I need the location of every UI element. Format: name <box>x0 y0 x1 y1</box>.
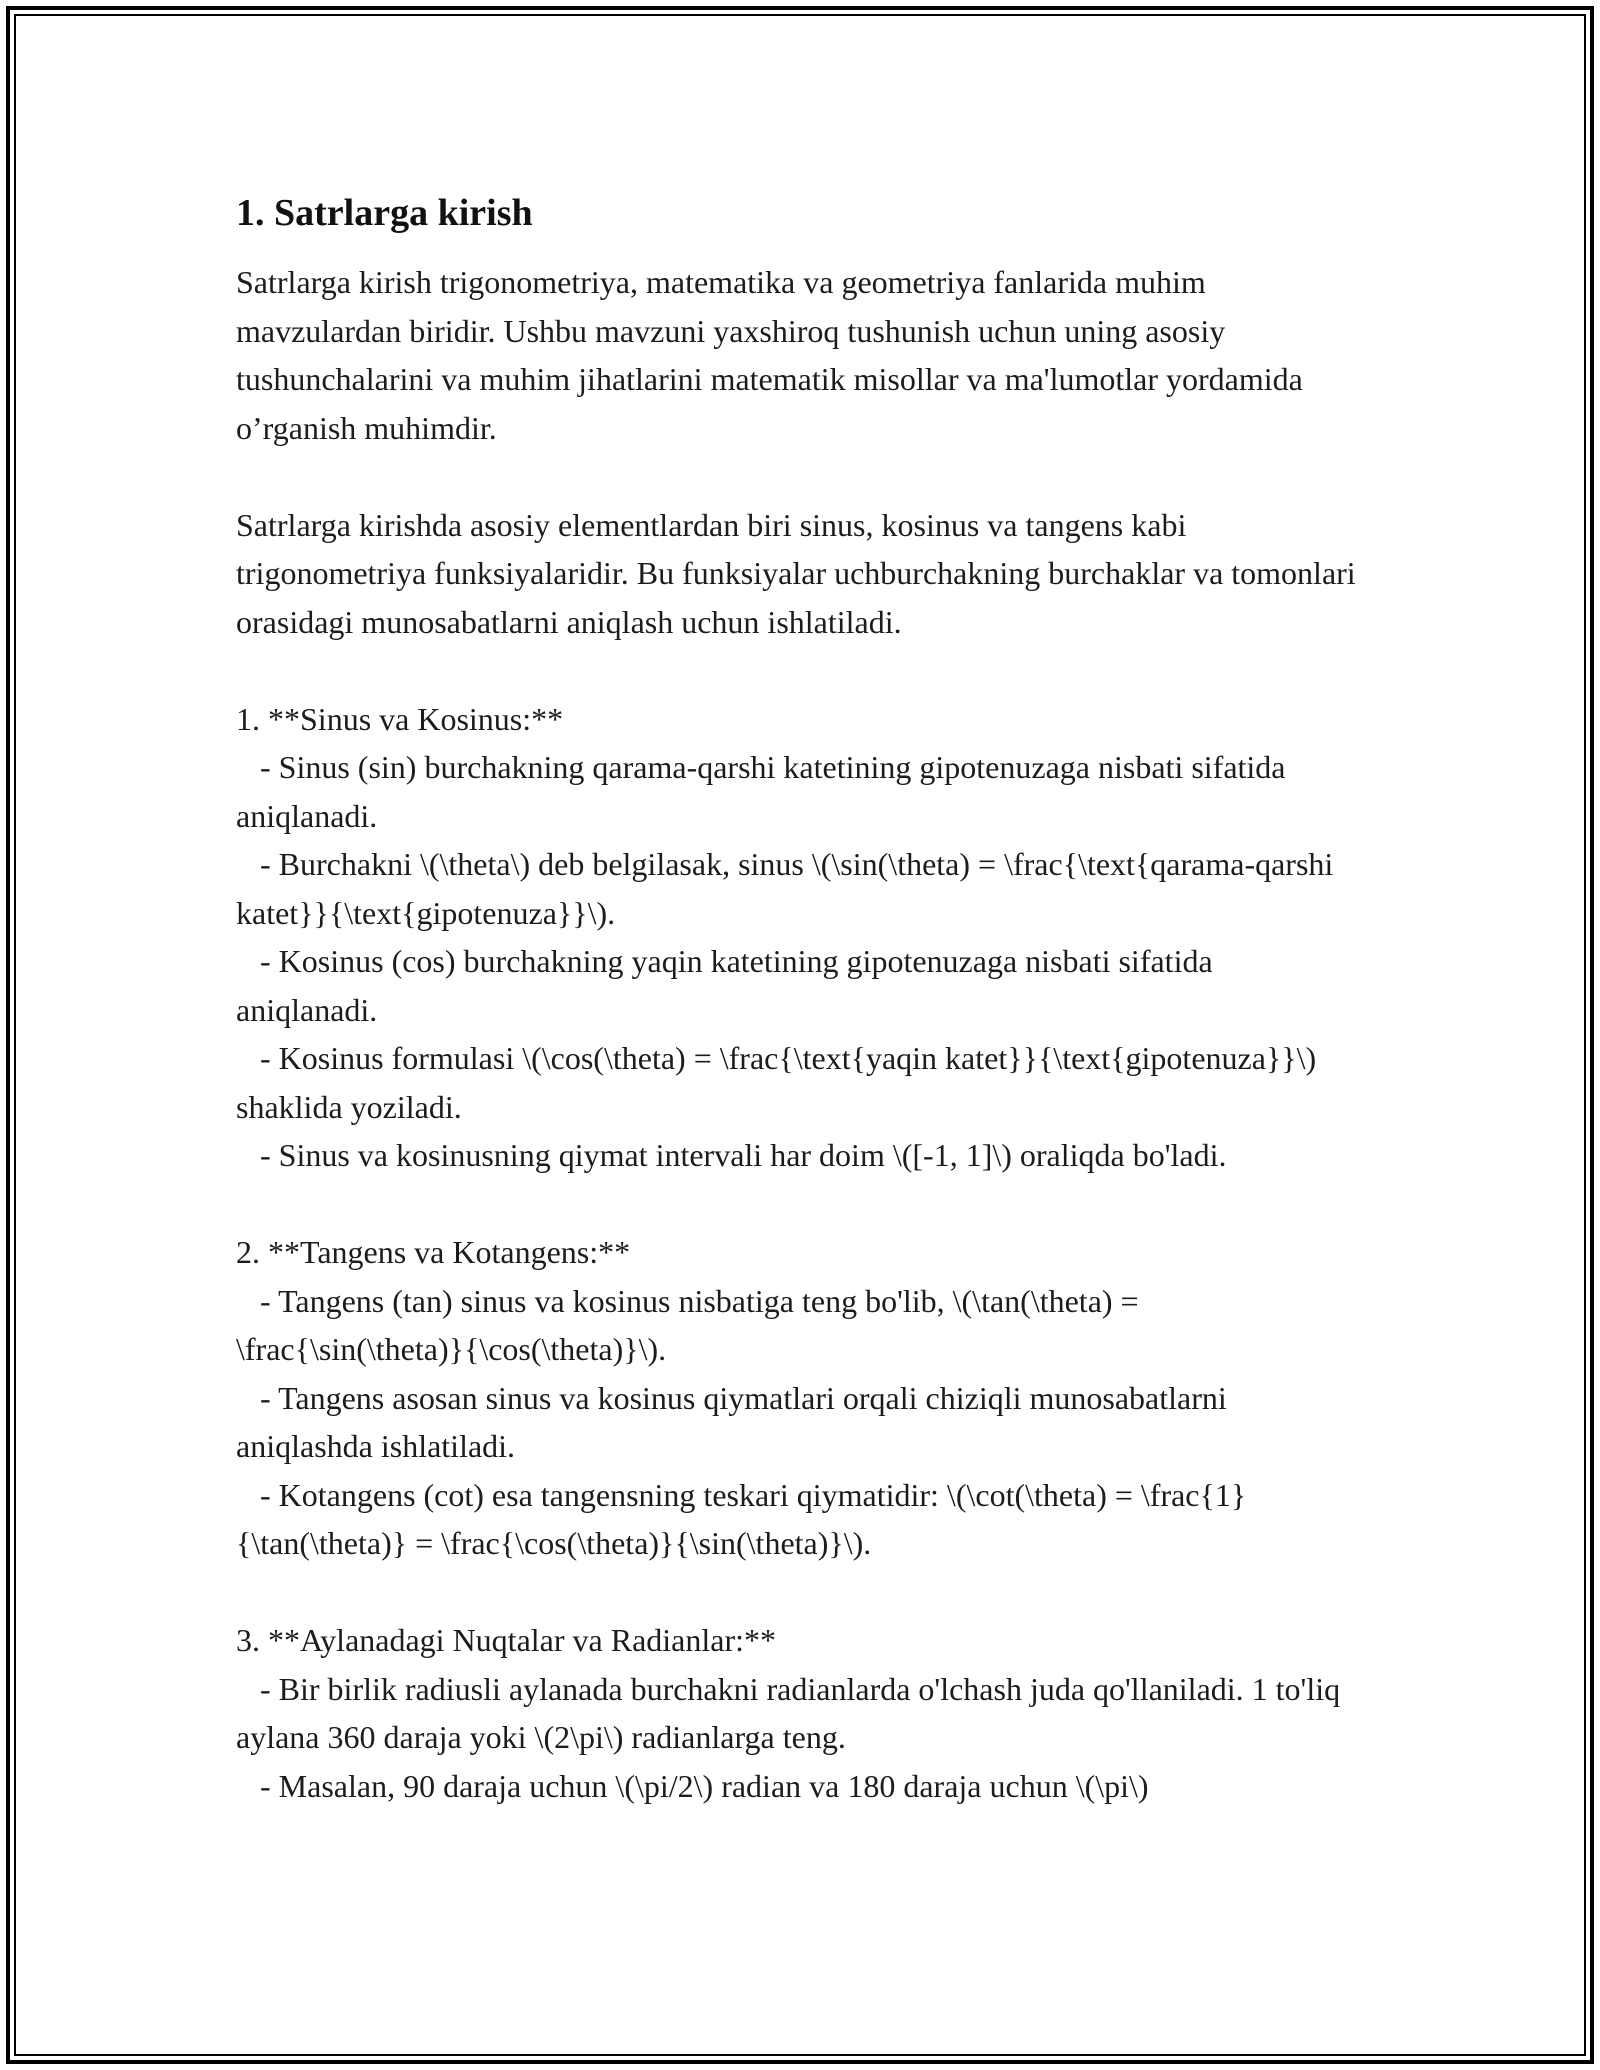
section-tangens-kotangens <box>236 1228 1356 1568</box>
list-item: - Tangens (tan) sinus va kosinus nisbatiga teng bo'lib, \(\tan(\theta) = \frac{\sin(\theta)}{\cos(\theta)}\). <box>236 1282 1139 1367</box>
list-item: - Sinus (sin) burchakning qarama-qarshi katetining gipotenuzaga nisbati sifatida aniqlanadi. <box>236 749 1286 834</box>
list-item: - Kosinus (cos) burchakning yaqin katetining gipotenuzaga nisbati sifatida aniqlanadi. <box>236 943 1213 1028</box>
list-item: - Masalan, 90 daraja uchun \(\pi/2\) radian va 180 daraja uchun \(\pi\) <box>260 1767 1149 1804</box>
section-heading: 1. Satrlarga kirish <box>236 192 533 234</box>
section-sinus-kosinus <box>236 695 1356 1180</box>
list-item: - Kotangens (cot) esa tangensning teskari qiymatidir: \(\cot(\theta) = \frac{1}{\tan(\theta)} = \frac{\cos(\theta)}{\sin(\theta)}\). <box>236 1476 1247 1561</box>
list-item: - Tangens asosan sinus va kosinus qiymatlari orqali chiziqli munosabatlarni aniqlashda ishlatiladi. <box>236 1379 1227 1464</box>
list-item: - Burchakni \(\theta\) deb belgilasak, sinus \(\sin(\theta) = \frac{\text{qarama-qarshi katet}}{\text{gipotenuza}}\). <box>236 846 1334 931</box>
intro-paragraph: Satrlarga kirish trigonometriya, matematika va geometriya fanlarida muhim mavzulardan biridir. Ushbu mavzuni yaxshiroq tushunish uchun uning asosiy tushunchalarini va muhim jihatlarini matematik misollar va ma'lumotlar yordamida o’rganish muhimdir. <box>236 264 1303 446</box>
list-item: - Bir birlik radiusli aylanada burchakni radianlarda o'lchash juda qo'llaniladi. 1 to'liq aylana 360 daraja yoki \(2\pi\) radianlarga teng. <box>236 1670 1341 1755</box>
section-aylana-radianlar <box>236 1616 1356 1810</box>
list-item: - Kosinus formulasi \(\cos(\theta) = \frac{\text{yaqin katet}}{\text{gipotenuza}}\) shaklida yoziladi. <box>236 1040 1317 1125</box>
list-item: - Sinus va kosinusning qiymat intervali har doim \([-1, 1]\) oraliqda bo'ladi. <box>260 1137 1227 1173</box>
functions-paragraph: Satrlarga kirishda asosiy elementlardan biri sinus, kosinus va tangens kabi trigonometriya funksiyalaridir. Bu funksiyalar uchburchakning burchaklar va tomonlari orasidagi munosabatlarni aniqlash uchun ishlatiladi. <box>236 506 1356 640</box>
section-title: 3. **Aylanadagi Nuqtalar va Radianlar:** <box>236 1622 776 1658</box>
document-body <box>236 186 1356 1859</box>
section-title: 2. **Tangens va Kotangens:** <box>236 1234 631 1270</box>
section-title: 1. **Sinus va Kosinus:** <box>236 700 564 737</box>
